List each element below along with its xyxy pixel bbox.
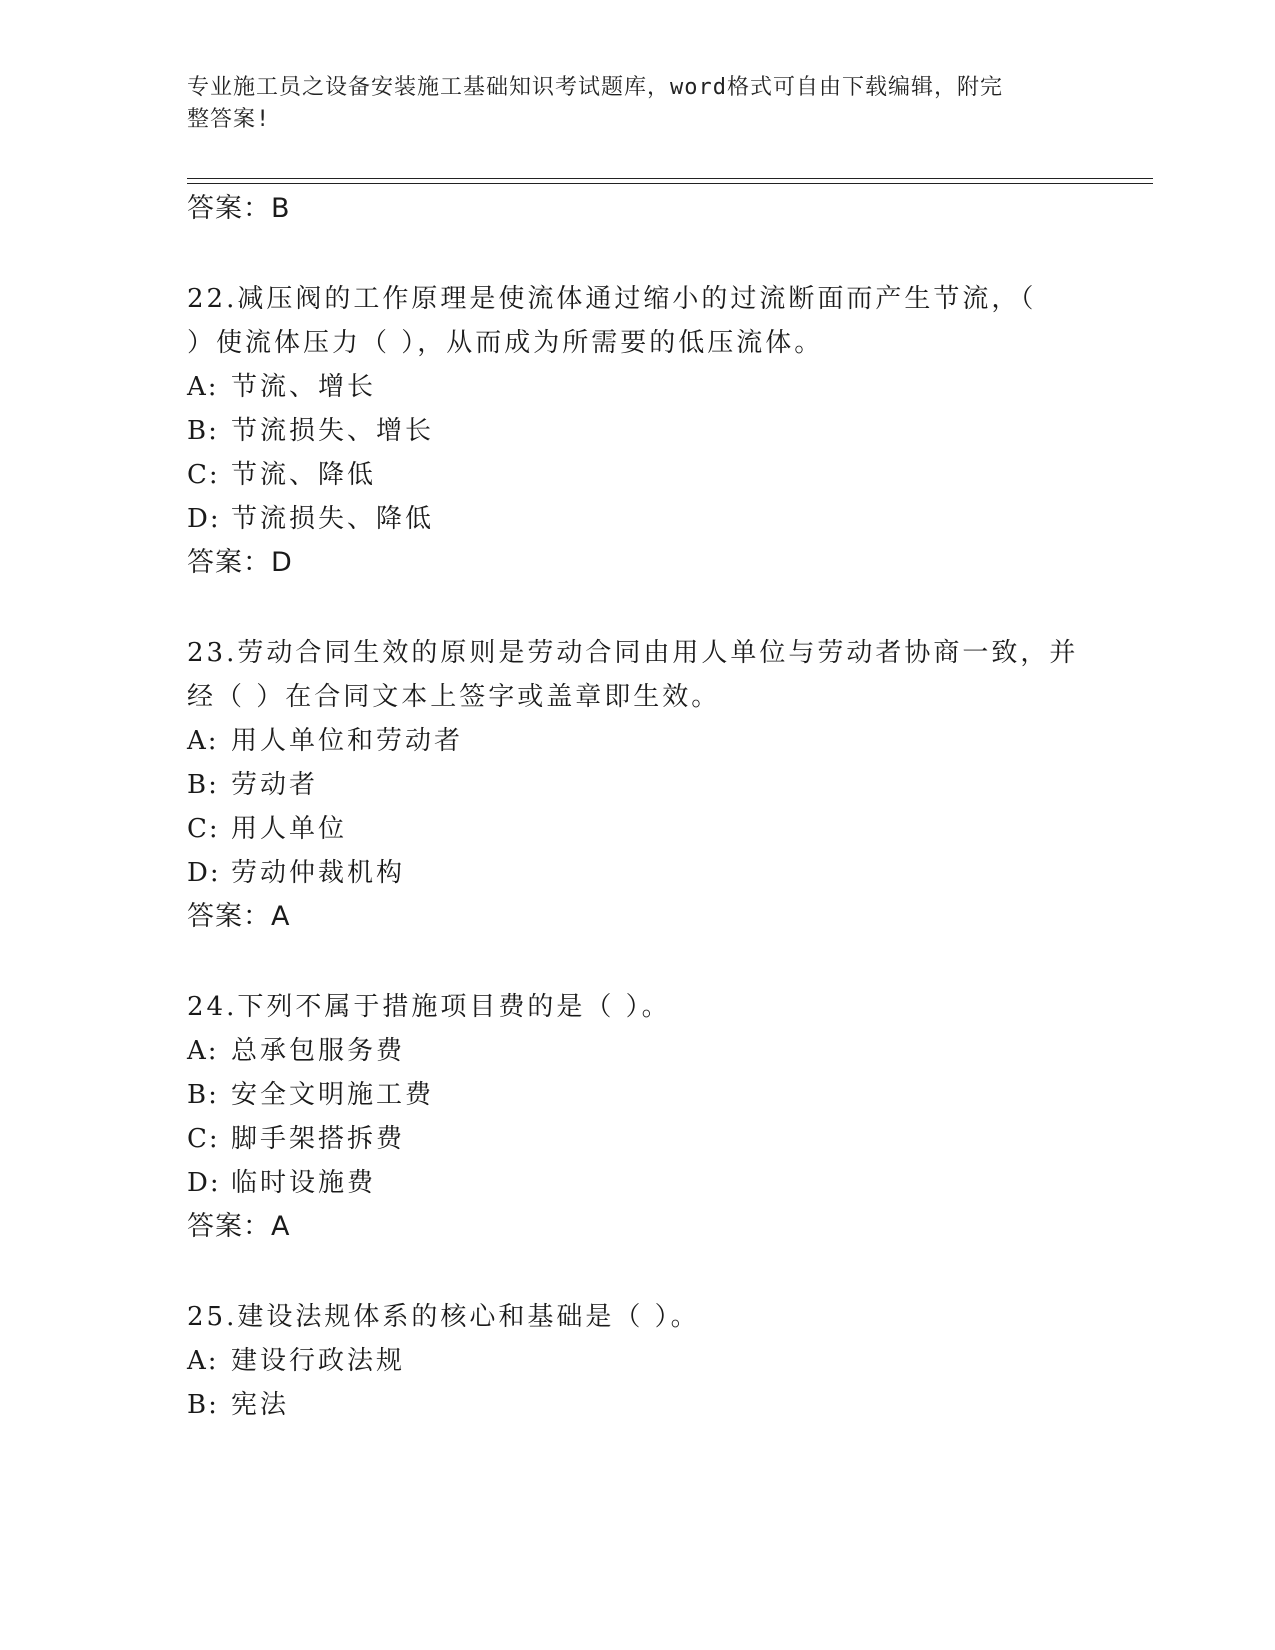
option-letter: B:: [187, 1080, 219, 1110]
option-letter: B:: [187, 416, 219, 446]
question-25-option-a: [187, 1344, 405, 1378]
question-23-option-c: [187, 812, 347, 846]
question-22-option-c: [187, 458, 376, 492]
question-25-line-1: 25.建设法规体系的核心和基础是（ ）。: [187, 1302, 700, 1332]
option-letter: A:: [187, 1036, 219, 1066]
option-letter: A:: [187, 372, 219, 402]
question-25-option-b: [187, 1388, 289, 1422]
question-23-line-2: 经（ ）在合同文本上签字或盖章即生效。: [187, 682, 721, 712]
option-text: 劳动仲裁机构: [231, 858, 406, 888]
option-text: 用人单位: [231, 814, 348, 844]
option-letter: D:: [187, 1168, 221, 1198]
question-22-line-2: ）使流体压力（ ），从而成为所需要的低压流体。: [187, 328, 824, 358]
question-24-option-b: [187, 1078, 434, 1112]
header-line-2: 整答案!: [187, 107, 271, 132]
question-24-option-a: [187, 1034, 405, 1068]
question-23-option-d: [187, 856, 405, 890]
question-22-option-a: [187, 370, 376, 404]
question-23-answer: 答案：A: [187, 901, 291, 932]
option-letter: D:: [187, 504, 221, 534]
question-24-option-c: [187, 1122, 405, 1156]
option-text: 用人单位和劳动者: [231, 726, 464, 756]
header-line-1: 专业施工员之设备安装施工基础知识考试题库，word格式可自由下载编辑，附完: [187, 75, 1003, 100]
option-letter: A:: [187, 726, 219, 756]
answer-previous: 答案：B: [187, 193, 291, 224]
option-text: 临时设施费: [231, 1168, 377, 1198]
option-letter: B:: [187, 1390, 219, 1420]
question-23-option-a: [187, 724, 463, 758]
option-text: 节流、降低: [231, 460, 377, 490]
question-23-line-1: 23.劳动合同生效的原则是劳动合同由用人单位与劳动者协商一致，并: [187, 638, 1079, 668]
option-text: 节流损失、增长: [231, 416, 435, 446]
question-24-line-1: 24.下列不属于措施项目费的是（ ）。: [187, 992, 671, 1022]
option-text: 总承包服务费: [231, 1036, 406, 1066]
option-text: 节流、增长: [231, 372, 377, 402]
option-text: 脚手架搭拆费: [231, 1124, 406, 1154]
option-text: 宪法: [231, 1390, 290, 1420]
option-letter: B:: [187, 770, 219, 800]
header-divider-top: [187, 178, 1153, 179]
option-text: 安全文明施工费: [231, 1080, 435, 1110]
option-letter: C:: [187, 460, 220, 490]
question-22-option-d: [187, 502, 434, 536]
option-letter: C:: [187, 814, 220, 844]
option-letter: D:: [187, 858, 221, 888]
header-divider-bottom: [187, 183, 1153, 184]
option-text: 节流损失、降低: [231, 504, 435, 534]
question-22-option-b: [187, 414, 434, 448]
option-letter: A:: [187, 1346, 219, 1376]
question-22-answer: 答案：D: [187, 547, 293, 578]
question-23-option-b: [187, 768, 318, 802]
document-header: [187, 72, 1067, 136]
option-text: 建设行政法规: [231, 1346, 406, 1376]
question-24-answer: 答案：A: [187, 1211, 291, 1242]
question-24-option-d: [187, 1166, 376, 1200]
question-22-line-1: 22.减压阀的工作原理是使流体通过缩小的过流断面而产生节流，（: [187, 284, 1037, 314]
option-text: 劳动者: [231, 770, 319, 800]
option-letter: C:: [187, 1124, 220, 1154]
